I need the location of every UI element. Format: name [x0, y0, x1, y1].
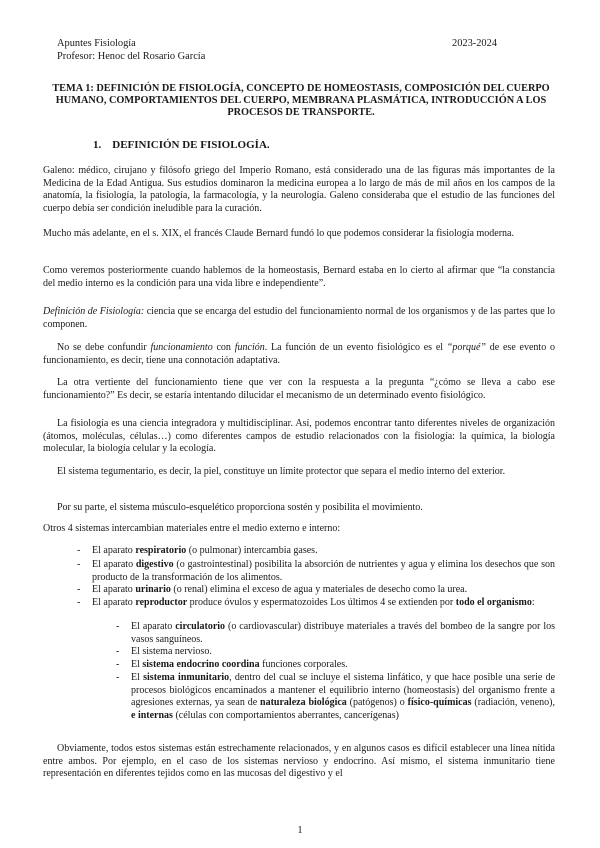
list-item-reproductor [92, 597, 555, 610]
paragraph-integradora: La fisiología es una ciencia integradora y multidisciplinar. Así, podemos encontrar tanto diferentes niveles de organización (átomos, moléculas, células…) como diferentes campos de estudio relacionados con la fisiología: la química, la biología molecular, la biología celular y la ecología. [43, 418, 555, 454]
text-bold: digestivo [135, 559, 174, 570]
definition-label: Definición de Fisiología: [43, 306, 145, 317]
section-title: DEFINICIÓN DE FISIOLOGÍA. [112, 139, 270, 151]
text-italic: “porqué” [446, 342, 486, 353]
list-bullet: - [77, 597, 81, 608]
paragraph-galeno: Galeno: médico, cirujano y filósofo griego del Imperio Romano, está considerado una de las figuras más importantes de la Medicina de la Edad Antigua. Sus estudios dominaron la medicina europea a lo largo de más de mil años en los campos de la anatomía, la fisiología, la patología, la farmacología, y la neurología. Galeno consideraba que el estudio de las funciones del cuerpo debía ser condición ineludible para la curación. [43, 165, 555, 214]
text-bold: urinario [135, 584, 171, 595]
text-bold: físico-químicas [407, 697, 472, 708]
page-number: 1 [297, 825, 303, 836]
text-bold: sistema endocrino coordina [142, 659, 260, 670]
text-bold: todo el organismo [455, 597, 532, 608]
paragraph-definition [43, 306, 555, 331]
text-bold: e internas [131, 709, 173, 721]
list-item-urinario [92, 584, 555, 597]
section-heading [93, 139, 270, 151]
text-bold: naturaleza biológica [260, 697, 347, 708]
paragraph-homeostasis: Como veremos posteriormente cuando hablemos de la homeostasis, Bernard estaba en lo cierto al afirmar que “la constancia del medio interno es la condición para una vida libre e independiente”. [43, 265, 555, 289]
header-professor: Profesor: Henoc del Rosario García [57, 51, 206, 62]
paragraph-musculo: Por su parte, el sistema músculo-esquelético proporciona sostén y posibilita el movimiento. [57, 502, 423, 513]
paragraph-final: Obviamente, todos estos sistemas están estrechamente relacionados, y en algunos casos es difícil establecer una línea nítida entre ambos. Por ejemplo, en el caso de los sistemas nervioso y endocrino. Así mismo, el sistema inmunitario tiene representación en diferentes tejidos como en las mucosas del digestivo y el [43, 743, 555, 779]
definition-text: ciencia que se encarga del estudio del funcionamiento normal de los organismos y de las partes que lo componen. [43, 306, 555, 330]
paragraph-otros: Otros 4 sistemas intercambian materiales entre el medio externo e interno: [43, 523, 341, 534]
paragraph-confundir [43, 342, 555, 367]
list-item-respiratorio [92, 545, 555, 558]
list-bullet: - [116, 646, 120, 657]
paragraph-bernard: Mucho más adelante, en el s. XIX, el francés Claude Bernard fundó lo que podemos considerar la fisiología moderna. [43, 228, 514, 239]
list-bullet: - [77, 559, 81, 570]
list-item-digestivo [92, 559, 555, 584]
text-span: (o renal) elimina el exceso de agua y materiales de desecho como la urea. [170, 584, 468, 595]
sublist-item-circulatorio [131, 621, 555, 646]
text-span: El [131, 659, 143, 670]
document-title: TEMA 1: DEFINICIÓN DE FISIOLOGÍA, CONCEPTO DE HOMEOSTASIS, COMPOSICIÓN DEL CUERPO HUMANO, COMPORTAMIENTOS DEL CUERPO, MEMBRANA PLASMÁTICA, INTRODUCCIÓN A LOS PROCESOS DE TRANSPORTE. [52, 83, 550, 118]
text-span: . La función de un evento fisiológico es el [264, 342, 447, 353]
list-bullet: - [116, 672, 120, 683]
text-span: El aparato [92, 559, 136, 570]
text-span: El aparato [92, 545, 136, 556]
sublist-item-nervioso: El sistema nervioso. [131, 646, 212, 657]
text-bold: reproductor [135, 597, 188, 608]
list-bullet: - [77, 545, 81, 556]
section-number: 1. [93, 139, 102, 151]
text-bold: sistema inmunitario [143, 672, 230, 683]
text-span: El aparato [131, 621, 176, 632]
sublist-item-endocrino [131, 659, 555, 672]
sublist-item-inmunitario [131, 672, 555, 722]
text-span: produce óvulos y espermatozoides Los últimos 4 se extienden por [187, 597, 456, 608]
text-span: (o cardiovascular) distribuye materiales a través del bombeo de la sangre por los vasos sanguíneos. [131, 621, 555, 645]
text-span: El aparato [92, 597, 136, 608]
text-bold: respiratorio [135, 545, 187, 556]
text-span: (patógenos) o [346, 697, 408, 708]
text-span: , dentro del cual se incluye el sistema linfático, y que hace posible una serie de procesos biológicos encaminados a mantener el equilibrio interno (homeostasis) del organismo frente a agresiones externas, ya sean de [131, 672, 556, 708]
text-span: con [212, 342, 235, 353]
list-bullet: - [116, 621, 120, 632]
header-year: 2023-2024 [452, 38, 498, 49]
text-bold: circulatorio [175, 621, 226, 632]
text-span: (células con comportamientos aberrantes, cancerígenas) [172, 709, 399, 721]
header-subject: Apuntes Fisiología [57, 38, 136, 49]
text-span: funciones corporales. [259, 659, 348, 670]
paragraph-tegumentario: El sistema tegumentario, es decir, la piel, constituye un límite protector que separa el medio interno del exterior. [57, 466, 506, 477]
list-bullet: - [77, 584, 81, 595]
text-italic: función [234, 342, 265, 353]
list-bullet: - [116, 659, 120, 670]
text-span: (radiación, veneno), [471, 697, 555, 708]
text-italic: funcionamiento [150, 342, 213, 353]
text-span: : [531, 597, 535, 608]
text-span: El aparato [92, 584, 136, 595]
paragraph-vertiente: La otra vertiente del funcionamiento tiene que ver con la respuesta a la pregunta “¿cómo se lleva a cabo ese funcionamiento?” Es decir, se estaría intentando dilucidar el mecanismo de un determinado evento fisiológico. [43, 377, 555, 401]
text-span: No se debe confundir [57, 342, 151, 353]
text-span: (o gastrointestinal) posibilita la absorción de nutrientes y agua y elimina los desechos que son producto de la transformación de los alimentos. [92, 559, 555, 583]
text-span: El [131, 672, 144, 683]
text-span: (o pulmonar) intercambia gases. [186, 545, 318, 556]
text-span: de ese evento o funcionamiento, es decir, tiene una connotación adaptativa. [43, 342, 555, 366]
